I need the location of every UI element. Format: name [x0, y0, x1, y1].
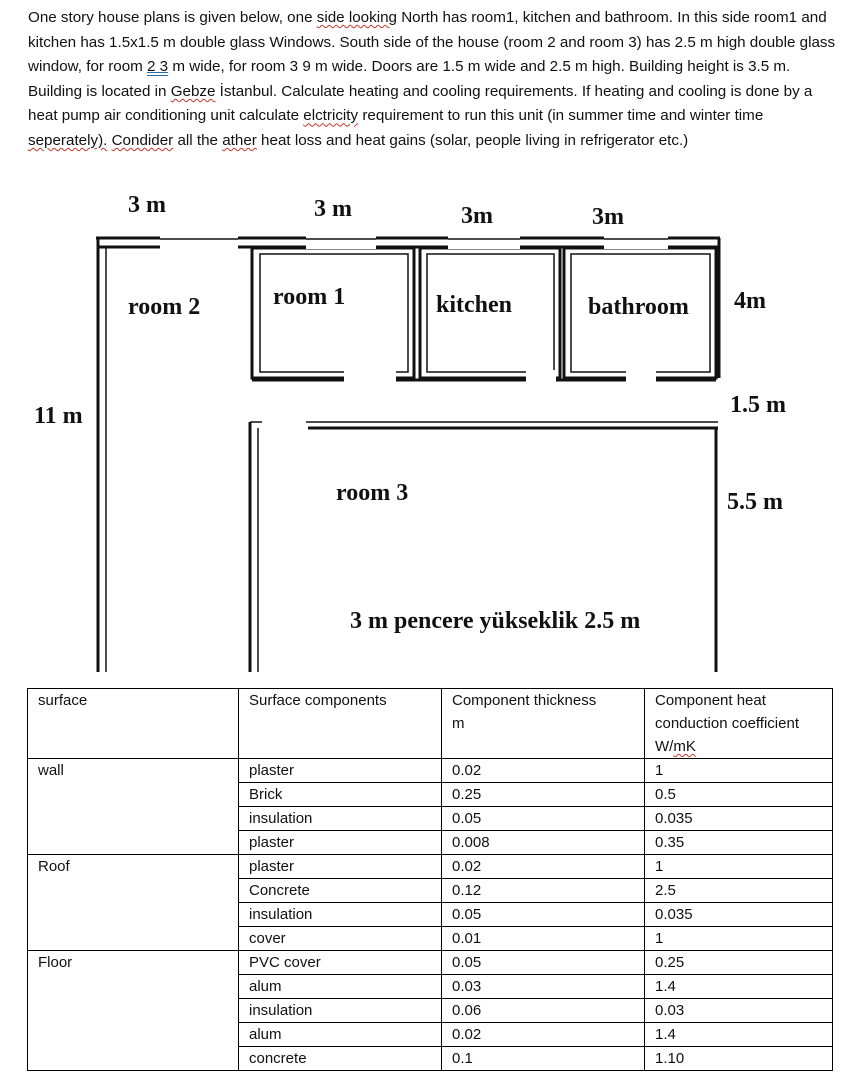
table-cell-thickness: 0.008 — [442, 831, 645, 855]
problem-text-13: all the — [173, 131, 223, 149]
problem-text-6: Gebze — [170, 82, 216, 100]
table-row — [28, 1047, 833, 1071]
table-cell-component: plaster — [239, 831, 442, 855]
dimension-4m: 4m — [734, 288, 766, 314]
table-cell-thickness: 0.02 — [442, 759, 645, 783]
header-coef-line3 — [655, 735, 832, 758]
table-header-row — [28, 689, 833, 759]
table-cell-coef: 2.5 — [645, 879, 833, 903]
table-cell-thickness: 0.03 — [442, 975, 645, 999]
table-row — [28, 903, 833, 927]
problem-text-15: heat loss and heat gains (solar, people living in refrigerator etc.) — [256, 131, 689, 149]
table-cell-coef: 0.25 — [645, 951, 833, 975]
table-cell-component: concrete — [239, 1047, 442, 1071]
table-cell-component: alum — [239, 975, 442, 999]
table-cell-surface — [28, 927, 239, 951]
table-cell-coef: 0.035 — [645, 903, 833, 927]
header-components: Surface components — [239, 689, 442, 759]
header-coef-line1: Component heat — [655, 692, 766, 709]
table-row — [28, 951, 833, 975]
table-cell-surface: Roof — [28, 855, 239, 879]
door-gap-room1 — [344, 370, 396, 382]
problem-text-10: seperately). — [28, 131, 108, 149]
problem-text-12: Condider — [111, 131, 174, 149]
door-gap-kitchen — [526, 370, 556, 382]
table-cell-coef: 1 — [645, 759, 833, 783]
table-cell-component: insulation — [239, 999, 442, 1023]
table-cell-component: plaster — [239, 855, 442, 879]
header-coef-line2: conduction coefficient — [655, 715, 799, 732]
window-gap-kitchen — [448, 236, 520, 249]
problem-text-9: requirement to run this unit (in summer time and winter time — [358, 107, 764, 125]
table-cell-thickness: 0.12 — [442, 879, 645, 903]
door-gap-room3 — [262, 420, 306, 430]
problem-text-14: ather — [222, 131, 257, 149]
problem-text-4: 2 3 — [147, 58, 169, 76]
table-cell-coef: 0.5 — [645, 783, 833, 807]
problem-text-7: İstanbul. Calculate heating and cooling requirements. If heating and cooling is done by a heat pump air conditioning unit calculate — [28, 82, 813, 125]
table-cell-surface — [28, 807, 239, 831]
bathroom-label: bathroom — [588, 294, 689, 320]
table-cell-thickness: 0.25 — [442, 783, 645, 807]
dimension-5-5m: 5.5 m — [727, 489, 783, 515]
dimension-1-5m: 1.5 m — [730, 392, 786, 418]
table-cell-surface — [28, 1023, 239, 1047]
table-body — [28, 759, 833, 1071]
header-coef-unit-b: mK — [673, 738, 696, 755]
table-cell-component: plaster — [239, 759, 442, 783]
table-cell-thickness: 0.06 — [442, 999, 645, 1023]
table-cell-thickness: 0.05 — [442, 903, 645, 927]
table-cell-surface — [28, 975, 239, 999]
header-thickness — [442, 689, 645, 759]
table-cell-coef: 0.035 — [645, 807, 833, 831]
table-cell-thickness: 0.02 — [442, 855, 645, 879]
table-cell-component: PVC cover — [239, 951, 442, 975]
top-dimension-1: 3 m — [128, 192, 166, 218]
problem-text-3: North has room1, kitchen and bathroom. In this side room1 and kitchen has 1.5x1.5 m double glass Windows. South side of the house (room 2 and room 3) has 2.5 m high double glass window, for room — [28, 9, 836, 76]
door-gap-bathroom — [626, 370, 656, 382]
window-height-note: 3 m pencere yükseklik 2.5 m — [350, 608, 641, 634]
table-row — [28, 999, 833, 1023]
room2-label: room 2 — [128, 294, 201, 320]
table-cell-coef: 1.4 — [645, 975, 833, 999]
table-cell-surface — [28, 879, 239, 903]
room3-label: room 3 — [336, 480, 409, 506]
top-dimension-4: 3m — [592, 204, 624, 230]
table-cell-coef: 1 — [645, 855, 833, 879]
header-thickness-line1: Component thickness — [452, 692, 597, 709]
table-cell-thickness: 0.01 — [442, 927, 645, 951]
table-cell-surface — [28, 783, 239, 807]
table-cell-thickness: 0.05 — [442, 951, 645, 975]
dimension-11m: 11 m — [34, 403, 83, 429]
table-cell-component: cover — [239, 927, 442, 951]
table-cell-component: Concrete — [239, 879, 442, 903]
materials-table — [27, 688, 833, 1071]
table-cell-component: Brick — [239, 783, 442, 807]
header-coef-unit-a: W/ — [655, 738, 674, 755]
table-cell-surface: wall — [28, 759, 239, 783]
problem-text-2: side looking — [316, 9, 397, 26]
table-row — [28, 783, 833, 807]
table-cell-component: insulation — [239, 903, 442, 927]
table-cell-thickness: 0.02 — [442, 1023, 645, 1047]
table-cell-surface — [28, 903, 239, 927]
problem-text-8: elctricity — [303, 107, 359, 125]
table-row — [28, 759, 833, 783]
table-row — [28, 807, 833, 831]
window-gap-bathroom — [604, 236, 668, 249]
top-dimension-2: 3 m — [314, 196, 352, 222]
table-cell-surface: Floor — [28, 951, 239, 975]
room1-wall — [252, 248, 414, 378]
table-cell-coef: 0.03 — [645, 999, 833, 1023]
table-row — [28, 831, 833, 855]
table-cell-surface — [28, 1047, 239, 1071]
top-dimension-3: 3m — [461, 203, 493, 229]
problem-text-1: One story house plans is given below, one — [28, 9, 317, 26]
table-row — [28, 855, 833, 879]
window-gap-room1 — [306, 236, 376, 249]
kitchen-label: kitchen — [436, 292, 513, 318]
header-thickness-line2: m — [452, 715, 465, 732]
table-cell-component: insulation — [239, 807, 442, 831]
room1-wall-inner — [260, 254, 408, 372]
table-cell-thickness: 0.05 — [442, 807, 645, 831]
table-row — [28, 975, 833, 999]
room1-label: room 1 — [273, 284, 346, 310]
table-cell-coef: 1.10 — [645, 1047, 833, 1071]
window-gap-room2 — [160, 236, 238, 249]
table-cell-coef: 1 — [645, 927, 833, 951]
table-row — [28, 1023, 833, 1047]
header-coefficient — [645, 689, 833, 759]
table-cell-coef: 1.4 — [645, 1023, 833, 1047]
table-cell-coef: 0.35 — [645, 831, 833, 855]
table-cell-component: alum — [239, 1023, 442, 1047]
table-row — [28, 927, 833, 951]
header-surface: surface — [28, 689, 239, 759]
table-cell-thickness: 0.1 — [442, 1047, 645, 1071]
table-cell-surface — [28, 831, 239, 855]
problem-text-5: m wide, for room 3 9 m wide. Doors are 1.5 m wide and 2.5 m high. Building height is 3.5 m. Building is located in — [28, 58, 791, 100]
table-row — [28, 879, 833, 903]
table-cell-surface — [28, 999, 239, 1023]
